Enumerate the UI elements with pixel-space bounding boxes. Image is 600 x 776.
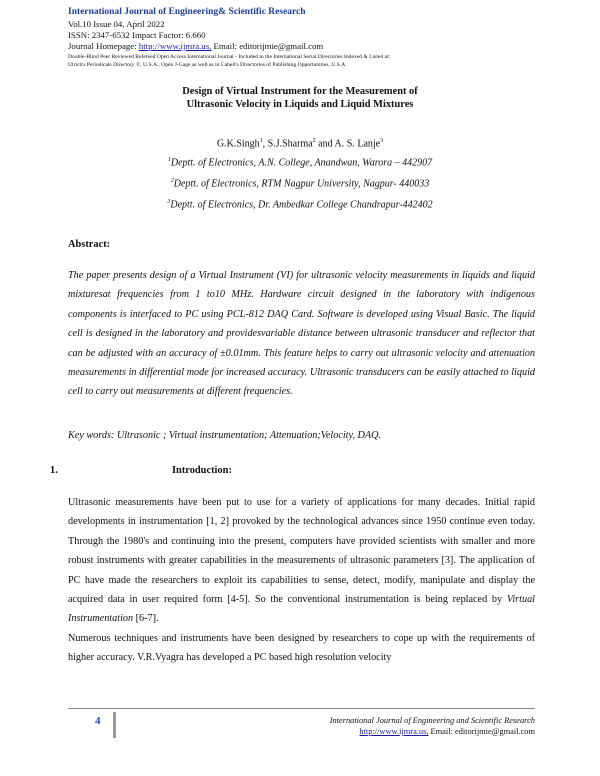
keywords: Key words: Ultrasonic ; Virtual instrumentation; Attenuation;Velocity, DAQ. [68, 430, 382, 441]
abstract-body [68, 266, 535, 402]
intro-p1-ref: [6-7]. [133, 613, 159, 625]
affiliation-2 [60, 178, 540, 189]
section-number: 1. [50, 465, 58, 476]
footer-contact [359, 727, 535, 736]
section-title: Introduction: [172, 465, 232, 476]
footer-divider [113, 712, 116, 738]
intro-p1-italic: Virtual Instrumentation [68, 594, 535, 625]
issn-impact: ISSN: 2347-6532 Impact Factor: 6.660 [68, 30, 206, 40]
intro-p1-text: Ultrasonic measurements have been put to use for a variety of applications for many decades. Initial rapid developments in instrumentation [1, 2] provoked by the technological advances since 1950 continue even today. Through the 1980's and continuing into the present, computers have provided scientists with smaller and more robust instruments with greater capabilities in the measurements of ultrasonic parameters [3]. The application of PC have made the researchers to exploit its capabilities to sense, detect, modify, manipulate and display the acquired data in user required form [4-5]. So the conventional instrumentation is being replaced by [68, 497, 535, 606]
volume-issue: Vol.10 Issue 04, April 2022 [68, 19, 165, 29]
affiliation-3-sup: 3 [167, 199, 171, 205]
author-list [60, 138, 540, 149]
author-2-sup: 2 [312, 138, 316, 144]
author-1-sup: 1 [259, 138, 263, 144]
index-note-line1: Double-Blind Peer Reviewed Refereed Open Access International Journal - Included in the International Serial Directories Indexed & Listed at: [68, 54, 391, 60]
journal-name: International Journal of Engineering& Scientific Research [68, 7, 306, 17]
paper-title [60, 85, 540, 111]
intro-paragraph-1 [68, 493, 535, 629]
abstract-paragraph: The paper presents design of a Virtual Instrument (VI) for ultrasonic velocity measurements in liquids and liquid mixturesat frequencies from 1 to10 MHz. Hardware circuit designed in the laboratory with indigenous components is interfaced to PC using PCL-812 DAQ Card. Software is developed using Visual Basic. The liquid cell is designed in the laboratory and providesvariable distance between ultrasonic transducer and reflector that can be adjusted with an accuracy of ±0.01mm. This feature helps to carry out ultrasonic velocity and attenuation measurements in differential mode for increased accuracy. Ultrasonic transducers can be easily attached to liquid cell to carry out measurements at different frequencies. [68, 270, 535, 398]
affiliation-1-text: Deptt. of Electronics, A.N. College, Anandwan, Warora – 442907 [170, 157, 433, 169]
footer-journal-name: International Journal of Engineering and Scientific Research [329, 716, 535, 725]
affiliation-3-text: Deptt. of Electronics, Dr. Ambedkar College Chandrapur-442402 [170, 199, 433, 211]
affiliation-2-text: Deptt. of Electronics, RTM Nagpur University, Nagpur- 440033 [173, 178, 430, 190]
author-2: , S.J.Sharma [262, 138, 313, 150]
affiliation-1 [60, 157, 540, 168]
author-3-sup: 3 [380, 138, 384, 144]
affiliation-1-sup: 1 [167, 157, 171, 163]
affiliation-3 [60, 199, 540, 210]
footer-link[interactable]: http://www.ijmra.us, [359, 727, 429, 736]
affiliation-2-sup: 2 [170, 178, 174, 184]
homepage-line [68, 41, 323, 51]
footer-rule [68, 708, 535, 709]
title-line-1: Design of Virtual Instrument for the Measurement of [182, 86, 418, 97]
page-number: 4 [95, 715, 101, 727]
email-label: Email: editorijmie@gmail.com [211, 41, 324, 51]
homepage-link[interactable]: http://www.ijmra.us, [138, 41, 212, 51]
author-3: and A. S. Lanje [315, 138, 381, 150]
title-line-2: Ultrasonic Velocity in Liquids and Liquid Mixtures [186, 99, 414, 110]
homepage-label: Journal Homepage: [68, 41, 139, 51]
index-note-line2: Ulrich's Periodicals Directory ©, U.S.A., Open J-Gage as well as in Cabell's Directories of Publishing Opportunities, U.S.A [68, 62, 346, 68]
section-body [68, 493, 535, 668]
intro-paragraph-2: Numerous techniques and instruments have been designed by researchers to cope up with the requirements of higher accuracy. V.R.Vyagra has developed a PC based high resolution velocity [68, 632, 535, 664]
abstract-heading: Abstract: [68, 239, 111, 250]
author-1: G.K.Singh [216, 138, 260, 150]
footer-email: Email: editorijmie@gmail.com [428, 727, 535, 736]
